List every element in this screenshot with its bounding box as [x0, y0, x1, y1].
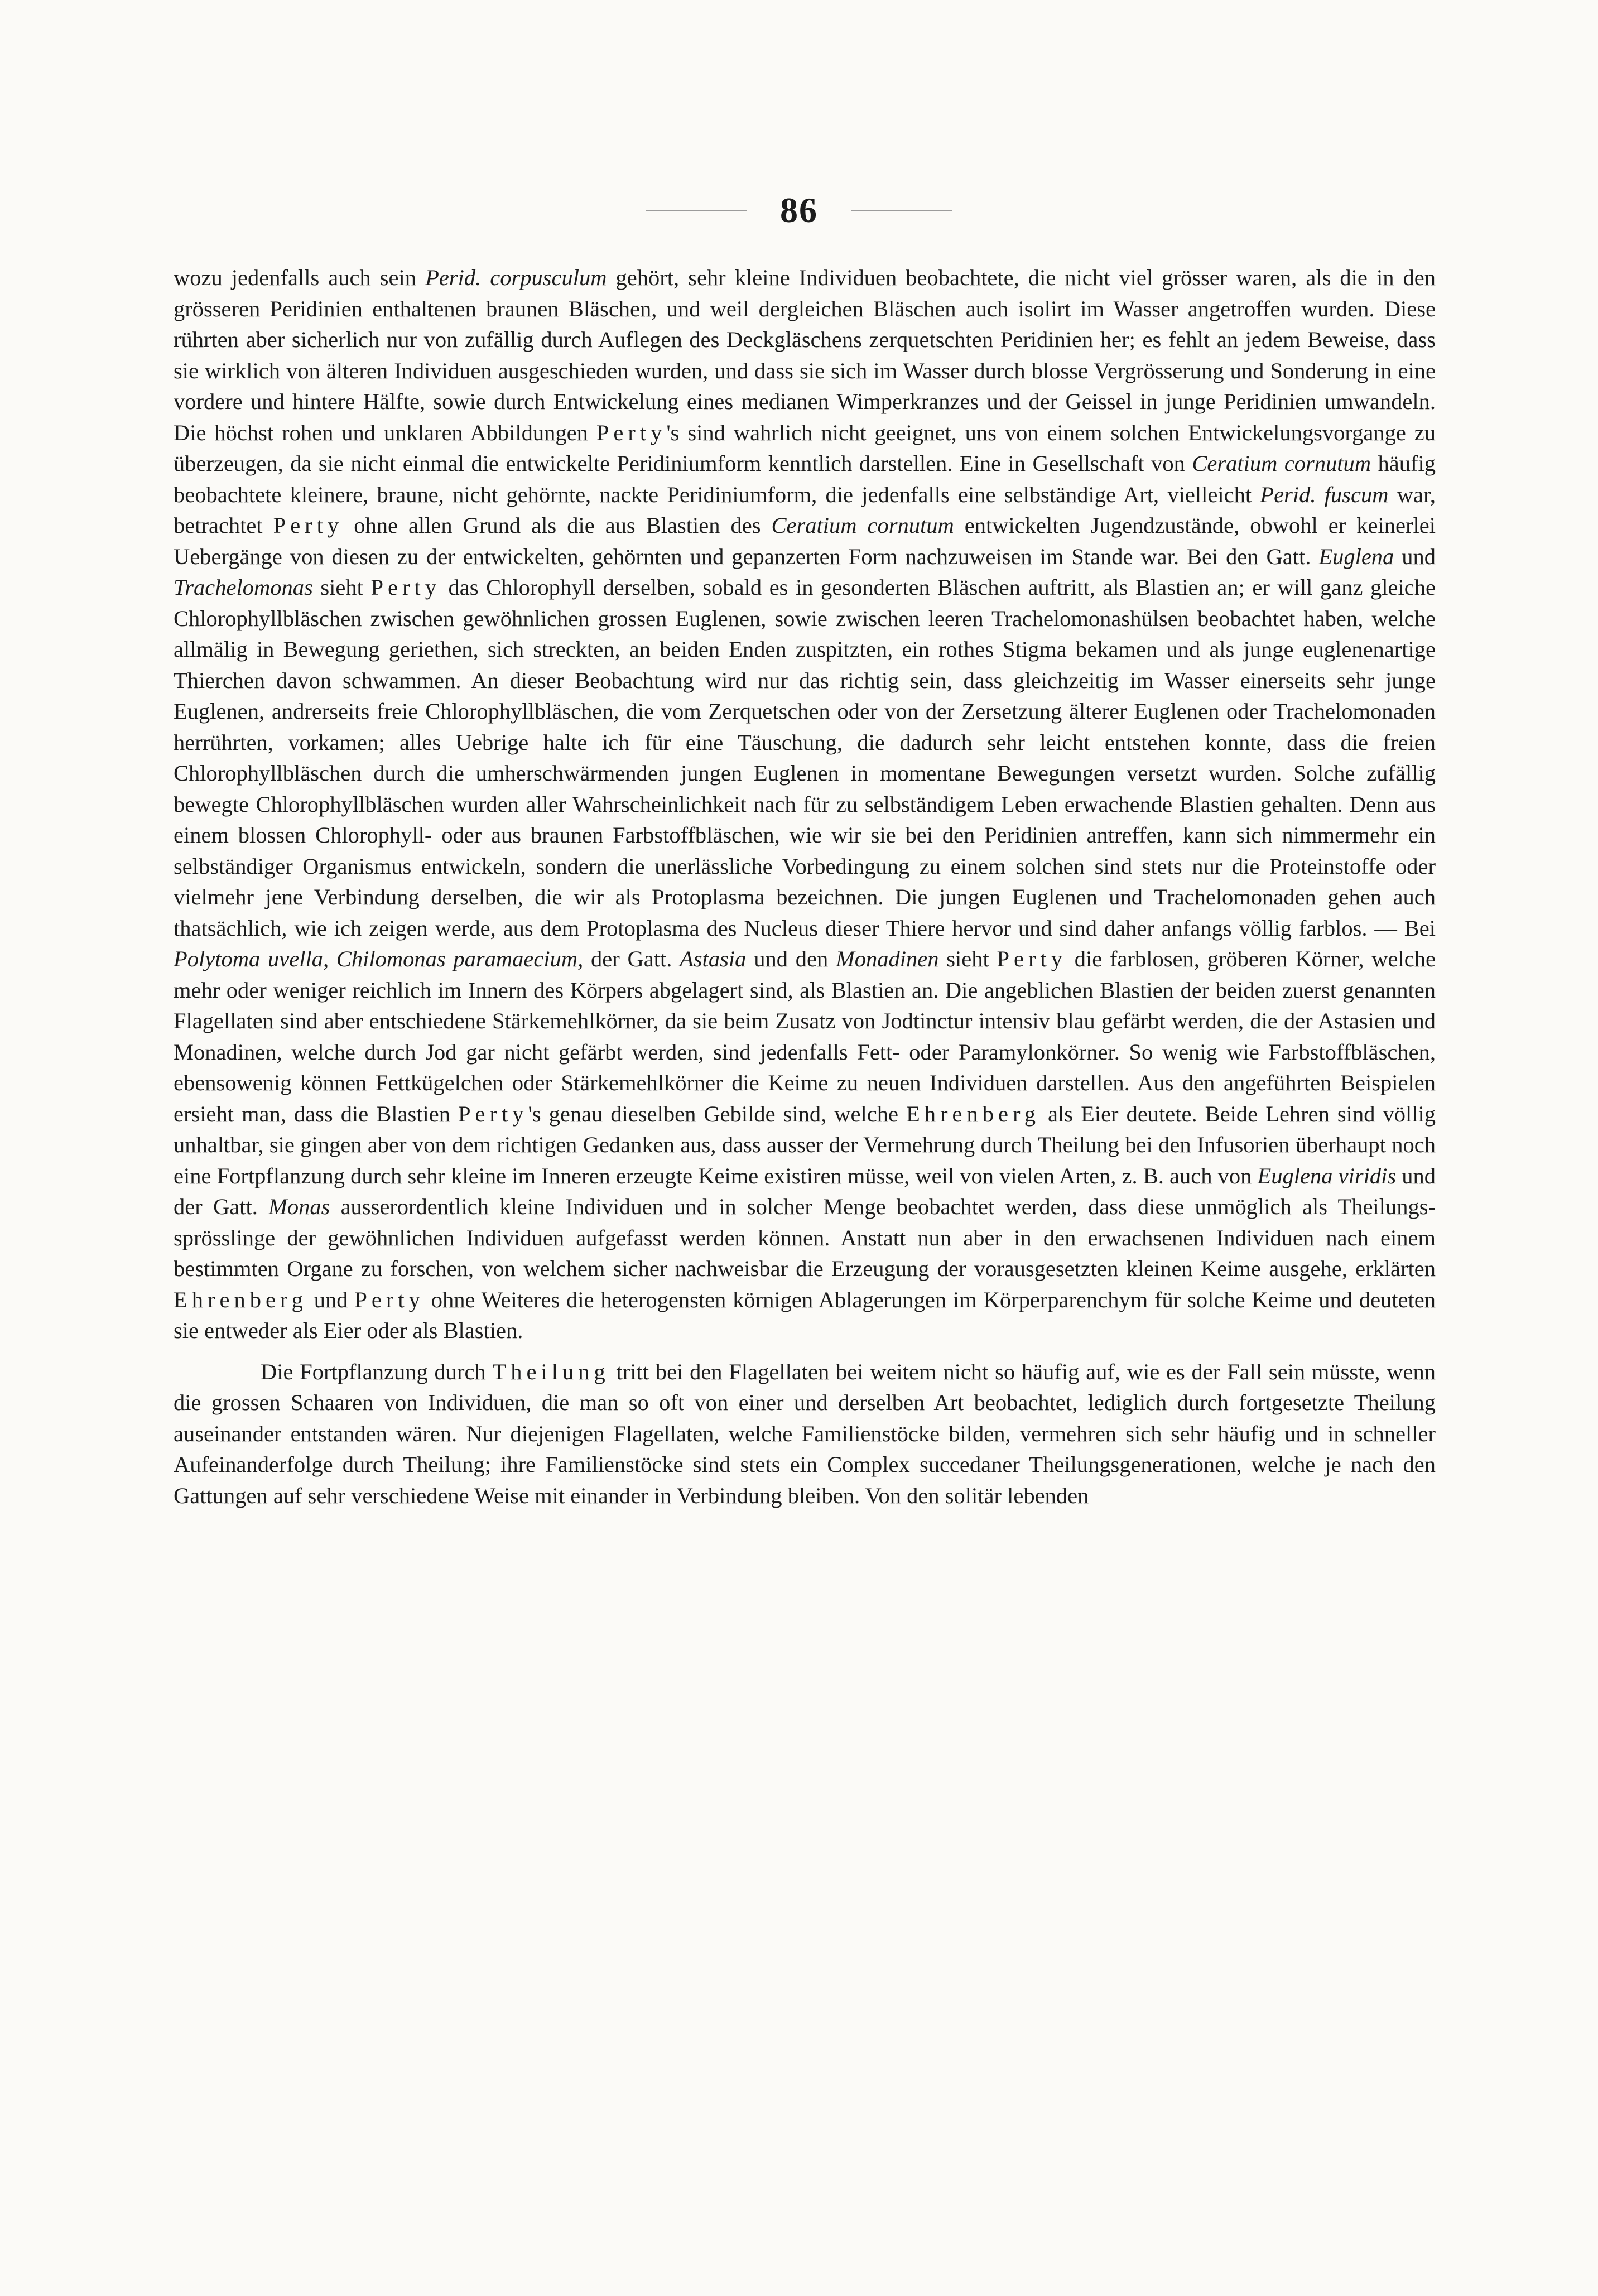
page-number: 86 [780, 190, 818, 230]
taxon-name: Ceratium cornutum [771, 513, 954, 538]
author-name: Perty [370, 575, 441, 600]
text-run: sieht [938, 946, 997, 971]
text-run: häufig beobachtete kleinere, braune, nicht gehörnte, nackte Peridiniumform, die jedenfalls eine selbständige Art, vielleicht [174, 451, 1436, 507]
header-rule-right [851, 210, 952, 211]
text-run: und den [746, 946, 836, 971]
text-run: gehört, sehr kleine Individuen beobachtete, die nicht viel grösser waren, als die in den grösseren Peridinien enthaltenen braunen Bläschen, und weil dergleichen Bläschen auch isolirt im Wasser angetroffen wurden. Diese rührten aber sicherlich nur von zufällig durch Auflegen des Deckgläschens zerquetschten Peridinien her; es fehlt an jedem Beweise, dass sie wirklich von älteren Individuen ausgeschieden wurden, und dass sie sich im Wasser durch blosse Vergrösserung und Sonderung in eine vordere und hintere Hälfte, sowie durch Entwickelung eines medianen Wimperkranzes und der Geissel in junge Peridinien umwandeln. Die höchst rohen und unklaren Abbildungen [174, 265, 1436, 445]
author-name: Theilung [492, 1359, 610, 1384]
author-name: Perty [997, 946, 1067, 971]
header-rule-left [646, 210, 747, 211]
author-name: Perty [596, 420, 667, 445]
text-run: 's sind wahrlich nicht geeignet, uns von einem solchen Entwickelungsvorgange zu überzeugen, da sie nicht einmal die entwickelte Peridiniumform kenntlich darstellen. Eine in Gesellschaft von [174, 420, 1436, 476]
taxon-name: Trachelomonas [174, 575, 313, 600]
body-text [174, 262, 1436, 1511]
text-run: wozu jedenfalls auch sein [174, 265, 426, 290]
text-run: Die Fortpflanzung durch [261, 1359, 493, 1384]
text-run: ausserordentlich kleine Individuen und in solcher Menge beobachtet werden, dass diese unmöglich als Theilungssprösslinge der gewöhnlichen Individuen aufgefasst werden können. Anstatt nun aber in den erwachsenen Individuen nach einem bestimmten Organe zu forschen, von welchem sicher nachweisbar die Erzeugung der vorausgesetzten kleinen Keime ausgehe, erklärten [174, 1194, 1436, 1281]
author-name: Perty [354, 1287, 425, 1312]
author-name: Perty [273, 513, 344, 538]
author-name: Ehrenberg [906, 1101, 1040, 1127]
taxon-name: Perid. corpusculum [425, 265, 607, 290]
taxon-name: Ceratium cornutum [1192, 451, 1371, 476]
paragraph [174, 1356, 1436, 1512]
taxon-name: Euglena viridis [1257, 1163, 1397, 1188]
taxon-name: Astasia [680, 946, 747, 971]
text-run: und [307, 1287, 355, 1312]
paragraph [174, 262, 1436, 1346]
text-run: entwickelten Jugendzustände, obwohl er keinerlei Uebergänge von diesen zu der entwickelten, gehörnten und gepanzerten Form nachzuweisen im Stande war. Bei den Gatt. [174, 513, 1436, 569]
text-run: ohne allen Grund als die aus Blastien des [343, 513, 772, 538]
taxon-name: Monas [268, 1194, 330, 1219]
taxon-name: Perid. fuscum [1260, 482, 1389, 507]
text-run: war, betrachtet [174, 482, 1436, 538]
text-run: 's genau dieselben Gebilde sind, welche [528, 1101, 907, 1127]
text-run: tritt bei den Flagellaten bei weitem nicht so häufig auf, wie es der Fall sein müsste, wenn die grossen Schaaren von Individuen, die man so oft von einer und derselben Art beobachtet, lediglich durch fortgesetzte Theilung auseinander entstanden wären. Nur diejenigen Flagellaten, welche Familienstöcke bilden, vermehren sich sehr häufig und in schneller Aufeinanderfolge durch Theilung; ihre Familienstöcke sind stets ein Complex succedaner Theilungsgenerationen, welche je nach den Gattungen auf sehr verschiedene Weise mit einander in Verbindung bleiben. Von den solitär lebenden [174, 1359, 1436, 1508]
taxon-name: Polytoma uvella, Chilomonas paramaecium, [174, 946, 584, 971]
author-name: Perty [458, 1101, 528, 1127]
text-run: und [1394, 543, 1436, 569]
taxon-name: Monadinen [835, 946, 939, 971]
text-run: die farblosen, gröberen Körner, welche mehr oder weniger reichlich im Innern des Körpers abgelagert sind, als Blastien an. Die angeblichen Blastien der beiden zuerst genannten Flagellaten sind aber entschiedene Stärkemehlkörner, da sie beim Zusatz von Jodtinctur intensiv blau gefärbt werden, die der Astasien und Monadinen, welche durch Jod gar nicht gefärbt werden, sind jedenfalls Fett- oder Paramylonkörner. So wenig wie Farbstoffbläschen, ebensowenig können Fettkügelchen oder Stärkemehlkörner die Keime zu neuen Individuen darstellen. Aus den angeführten Beispielen ersieht man, dass die Blastien [174, 946, 1436, 1127]
text-run: sieht [312, 575, 371, 600]
text-run: als Eier deutete. Beide Lehren sind völlig unhaltbar, sie gingen aber von dem richtigen Gedanken aus, dass ausser der Vermehrung durch Theilung bei den Infusorien überhaupt noch eine Fortpflanzung durch sehr kleine im Inneren erzeugte Keime existiren müsse, weil von vielen Arten, z. B. auch von [174, 1101, 1436, 1188]
taxon-name: Euglena [1318, 543, 1394, 569]
text-run: ohne Weiteres die heterogensten körnigen Ablagerungen im Körperparenchym für solche Keime und deuteten sie entweder als Eier oder als Blastien. [174, 1287, 1436, 1343]
text-run: das Chlorophyll derselben, sobald es in gesonderten Bläschen auftritt, als Blastien an; er will ganz gleiche Chlorophyllbläschen zwischen gewöhnlichen grossen Euglenen, sowie zwischen leeren Trachelomonashülsen beobachtet haben, welche allmälig in Bewegung geriethen, sich streckten, an beiden Enden zuspitzten, ein rothes Stigma bekamen und als junge euglenenartige Thierchen davon schwammen. An dieser Beobachtung wird nur das richtig sein, dass gleichzeitig im Wasser einerseits sehr junge Euglenen, andrerseits freie Chlorophyllbläschen, die vom Zerquetschen oder von der Zersetzung älterer Euglenen oder Trachelomonaden herrührten, vorkamen; alles Uebrige halte ich für eine Täuschung, die dadurch sehr leicht entstehen konnte, dass die freien Chlorophyllbläschen durch die umherschwärmenden jungen Euglenen in momentane Bewegungen versetzt wurden. Solche zufällig bewegte Chlorophyllbläschen wurden aller Wahrscheinlichkeit nach für zu selbständigem Leben erwachende Blastien gehalten. Denn aus einem blossen Chlorophyll- oder aus braunen Farbstoffbläschen, wie wir sie bei den Peridinien antreffen, kann sich nimmermehr ein selbständiger Organismus entwickeln, sondern die unerlässliche Vorbedingung zu einem solchen sind stets nur die Proteinstoffe oder vielmehr jene Verbindung derselben, die wir als Protoplasma bezeichnen. Die jungen Euglenen und Trachelomonaden gehen auch thatsächlich, wie ich zeigen werde, aus dem Protoplasma des Nucleus dieser Thiere hervor und sind daher anfangs völlig farblos. — Bei [174, 575, 1436, 941]
page-header [0, 192, 1598, 228]
text-run: und der Gatt. [174, 1163, 1436, 1219]
author-name: Ehrenberg [174, 1287, 307, 1312]
text-run: der Gatt. [583, 946, 680, 971]
